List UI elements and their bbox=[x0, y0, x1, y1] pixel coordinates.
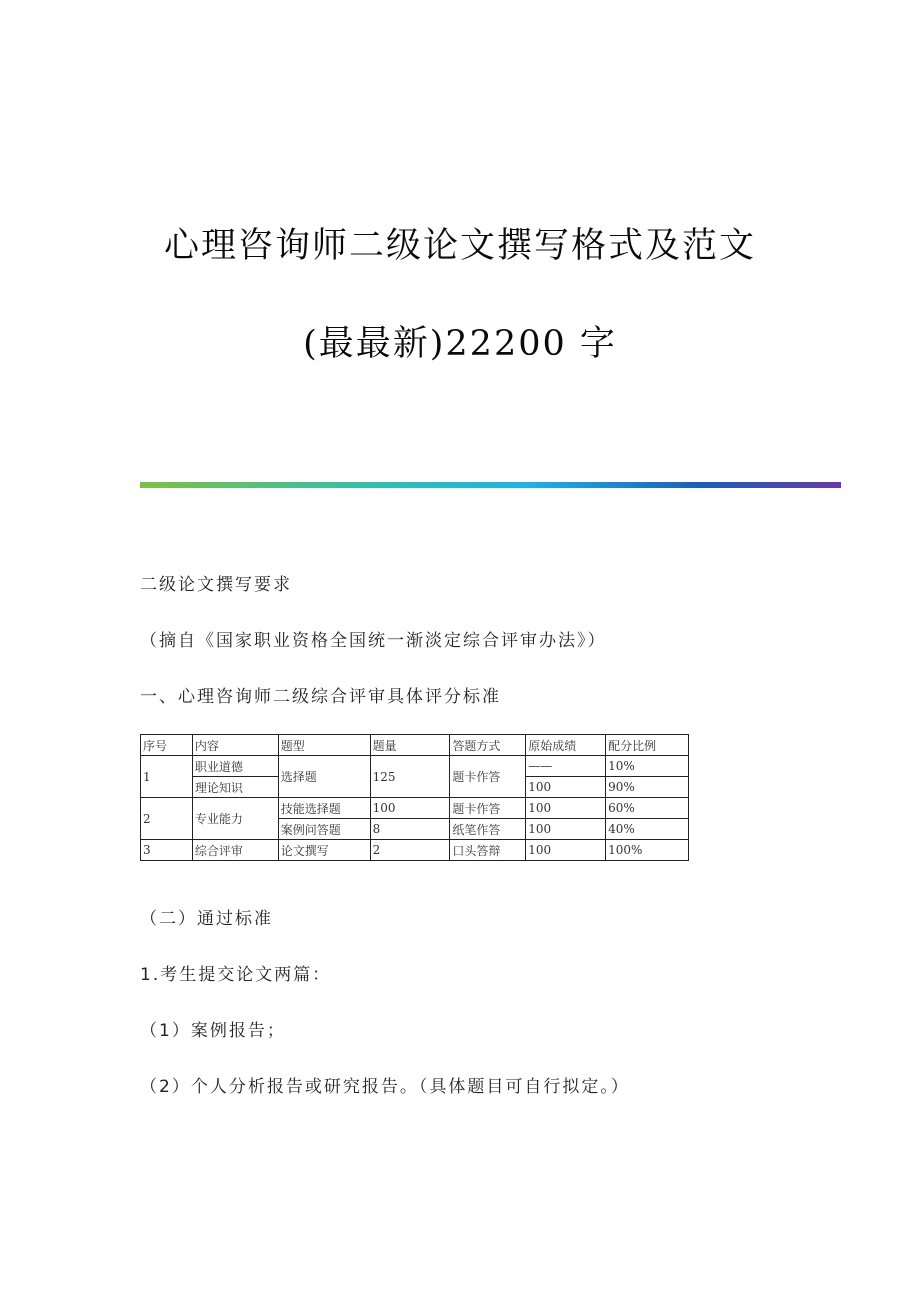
header-count: 题量 bbox=[370, 735, 450, 756]
cell-count: 8 bbox=[370, 819, 450, 840]
cell-method: 题卡作答 bbox=[450, 798, 526, 819]
cell-type: 选择题 bbox=[278, 756, 370, 798]
cell-seq: 1 bbox=[141, 756, 193, 798]
header-method: 答题方式 bbox=[450, 735, 526, 756]
heading-requirements: 二级论文撰写要求 bbox=[140, 575, 292, 595]
cell-ratio: 60% bbox=[606, 798, 689, 819]
list-item: 1.考生提交论文两篇： bbox=[140, 965, 332, 985]
cell-method: 口头答辩 bbox=[450, 840, 526, 861]
cell-type: 论文撰写 bbox=[278, 840, 370, 861]
cell-content: 理论知识 bbox=[192, 777, 278, 798]
cell-score: —— bbox=[526, 756, 606, 777]
cell-ratio: 100% bbox=[606, 840, 689, 861]
cell-seq: 3 bbox=[141, 840, 193, 861]
document-title-line-2: (最最新)22200 字 bbox=[303, 324, 617, 364]
cell-type: 技能选择题 bbox=[278, 798, 370, 819]
list-item: （1）案例报告； bbox=[140, 1021, 286, 1041]
table-row bbox=[141, 798, 689, 819]
cell-ratio: 90% bbox=[606, 777, 689, 798]
cell-seq: 2 bbox=[141, 798, 193, 840]
excerpt-source: （摘自《国家职业资格全国统一渐淡定综合评审办法》） bbox=[140, 631, 607, 651]
header-content: 内容 bbox=[192, 735, 278, 756]
table-header-row bbox=[141, 735, 689, 756]
table-row bbox=[141, 840, 689, 861]
cell-content: 专业能力 bbox=[192, 798, 278, 840]
scoring-standard-table bbox=[140, 734, 689, 861]
header-type: 题型 bbox=[278, 735, 370, 756]
cell-count: 125 bbox=[370, 756, 450, 798]
cell-count: 2 bbox=[370, 840, 450, 861]
header-ratio: 配分比例 bbox=[606, 735, 689, 756]
document-title-line-1: 心理咨询师二级论文撰写格式及范文 bbox=[163, 226, 756, 266]
pass-standard-heading: （二）通过标准 bbox=[140, 909, 273, 929]
cell-type: 案例问答题 bbox=[278, 819, 370, 840]
cell-score: 100 bbox=[526, 777, 606, 798]
section-one-heading: 一、心理咨询师二级综合评审具体评分标准 bbox=[140, 687, 501, 707]
cell-count: 100 bbox=[370, 798, 450, 819]
cell-ratio: 10% bbox=[606, 756, 689, 777]
header-seq: 序号 bbox=[141, 735, 193, 756]
gradient-divider bbox=[140, 482, 841, 488]
cell-score: 100 bbox=[526, 819, 606, 840]
list-item: （2）个人分析报告或研究报告。（具体题目可自行拟定。） bbox=[140, 1077, 630, 1097]
cell-content: 职业道德 bbox=[192, 756, 278, 777]
cell-ratio: 40% bbox=[606, 819, 689, 840]
cell-method: 题卡作答 bbox=[450, 756, 526, 798]
table-row bbox=[141, 756, 689, 777]
cell-score: 100 bbox=[526, 798, 606, 819]
cell-method: 纸笔作答 bbox=[450, 819, 526, 840]
cell-content: 综合评审 bbox=[192, 840, 278, 861]
header-score: 原始成绩 bbox=[526, 735, 606, 756]
cell-score: 100 bbox=[526, 840, 606, 861]
